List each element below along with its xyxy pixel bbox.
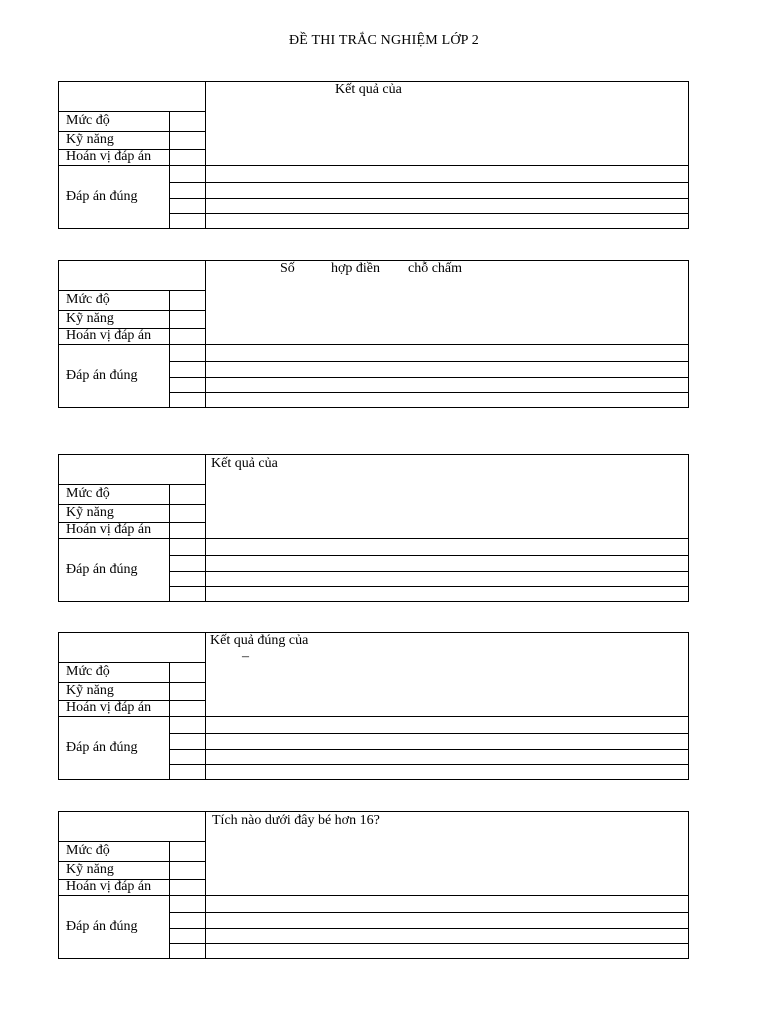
- table-rule: [205, 455, 206, 601]
- table-rule: [205, 812, 206, 958]
- label-dap-an-dung: Đáp án đúng: [66, 562, 138, 577]
- label-dap-an-dung: Đáp án đúng: [66, 740, 138, 755]
- document-title: ĐỀ THI TRẮC NGHIỆM LỚP 2: [288, 33, 480, 48]
- label-muc-do: Mức độ: [66, 292, 110, 307]
- table-rule: [169, 586, 688, 587]
- label-muc-do: Mức độ: [66, 843, 110, 858]
- question-box: [58, 81, 689, 229]
- table-rule: [59, 165, 205, 166]
- table-rule: [59, 111, 205, 112]
- table-rule: [205, 82, 206, 228]
- label-muc-do: Mức độ: [66, 113, 110, 128]
- label-muc-do: Mức độ: [66, 486, 110, 501]
- table-rule: [169, 344, 170, 407]
- table-rule: [169, 111, 170, 165]
- question-text: –: [242, 649, 249, 664]
- label-ky-nang: Kỹ năng: [66, 311, 114, 326]
- label-hoan-vi: Hoán vị đáp án: [66, 879, 152, 894]
- label-hoan-vi: Hoán vị đáp án: [66, 522, 152, 537]
- label-ky-nang: Kỹ năng: [66, 862, 114, 877]
- question-box: [58, 811, 689, 959]
- table-rule: [205, 716, 688, 717]
- table-rule: [59, 344, 205, 345]
- table-rule: [169, 361, 688, 362]
- label-dap-an-dung: Đáp án đúng: [66, 919, 138, 934]
- table-rule: [169, 764, 688, 765]
- table-rule: [169, 290, 170, 344]
- table-rule: [169, 377, 688, 378]
- table-rule: [59, 290, 205, 291]
- table-rule: [169, 841, 170, 895]
- table-rule: [169, 182, 688, 183]
- question-text: hợp điền: [331, 261, 381, 276]
- question-text: Số: [280, 261, 295, 276]
- table-rule: [169, 912, 688, 913]
- label-dap-an-dung: Đáp án đúng: [66, 368, 138, 383]
- table-rule: [59, 841, 205, 842]
- table-rule: [169, 895, 170, 958]
- table-rule: [169, 484, 170, 538]
- question-text: Tích nào dưới đây bé hơn 16?: [212, 813, 380, 828]
- table-rule: [59, 538, 205, 539]
- label-ky-nang: Kỹ năng: [66, 132, 114, 147]
- label-hoan-vi: Hoán vị đáp án: [66, 700, 152, 715]
- table-rule: [169, 662, 170, 716]
- question-box: [58, 260, 689, 408]
- table-rule: [59, 484, 205, 485]
- table-rule: [59, 662, 205, 663]
- table-rule: [169, 928, 688, 929]
- table-rule: [169, 538, 170, 601]
- label-dap-an-dung: Đáp án đúng: [66, 189, 138, 204]
- table-rule: [205, 895, 688, 896]
- table-rule: [205, 165, 688, 166]
- table-rule: [169, 943, 688, 944]
- table-rule: [169, 716, 170, 779]
- table-rule: [169, 571, 688, 572]
- question-box: [58, 632, 689, 780]
- label-ky-nang: Kỹ năng: [66, 505, 114, 520]
- table-rule: [169, 749, 688, 750]
- table-rule: [59, 895, 205, 896]
- table-rule: [205, 633, 206, 779]
- table-rule: [169, 555, 688, 556]
- question-text: Kết quả của: [335, 82, 402, 97]
- label-hoan-vi: Hoán vị đáp án: [66, 149, 152, 164]
- table-rule: [169, 392, 688, 393]
- table-rule: [169, 213, 688, 214]
- table-rule: [169, 165, 170, 228]
- label-muc-do: Mức độ: [66, 664, 110, 679]
- question-box: [58, 454, 689, 602]
- table-rule: [205, 261, 206, 407]
- table-rule: [169, 198, 688, 199]
- question-text: chỗ chấm: [408, 261, 463, 276]
- label-ky-nang: Kỹ năng: [66, 683, 114, 698]
- question-text: Kết quả đúng của: [210, 633, 309, 648]
- label-hoan-vi: Hoán vị đáp án: [66, 328, 152, 343]
- table-rule: [205, 538, 688, 539]
- table-rule: [59, 716, 205, 717]
- table-rule: [169, 733, 688, 734]
- question-text: Kết quả của: [211, 456, 278, 471]
- table-rule: [205, 344, 688, 345]
